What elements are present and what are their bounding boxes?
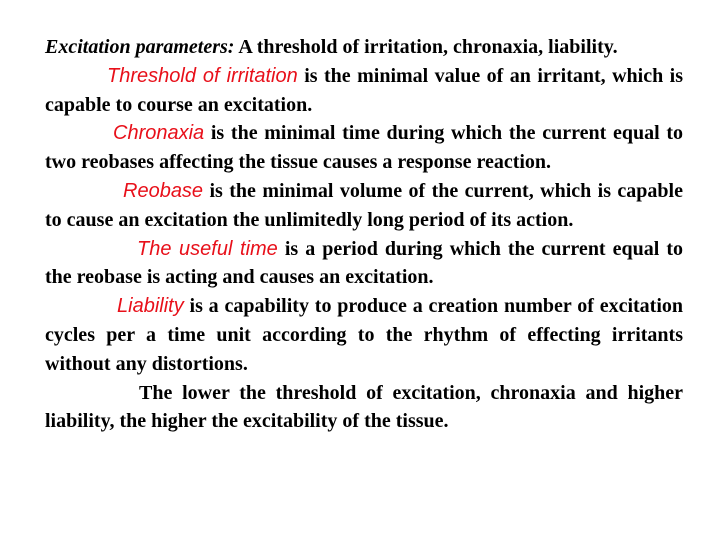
term-useful-time: The useful time — [137, 237, 278, 260]
definition-liability — [45, 292, 683, 378]
definition-reobase — [45, 177, 683, 235]
definition-threshold — [45, 62, 683, 120]
intro-label: Excitation parameters: — [45, 36, 235, 58]
slide-body — [45, 33, 683, 436]
term-liability: Liability — [117, 295, 184, 318]
term-threshold: Threshold of irritation — [107, 64, 298, 87]
intro-text: A threshold of irritation, chronaxia, liability. — [234, 36, 618, 58]
definition-chronaxia — [45, 119, 683, 177]
definition-text: is the minimal time during which the current equal to two reobases affecting the tissue causes a response reaction. — [45, 122, 683, 174]
definition-text: is a period during which the current equal to the reobase is acting and causes an excitation. — [45, 237, 684, 289]
term-chronaxia: Chronaxia — [113, 122, 205, 145]
definition-text: is the minimal value of an irritant, which is capable to course an excitation. — [45, 64, 683, 116]
definition-useful-time — [45, 235, 683, 293]
term-reobase: Reobase — [123, 179, 204, 202]
definition-text: is a capability to produce a creation number of excitation cycles per a time unit according to the rhythm of effecting irritants without any distortions. — [45, 295, 683, 375]
intro-paragraph — [45, 33, 683, 62]
conclusion-paragraph: The lower the threshold of excitation, chronaxia and higher liability, the higher the excitability of the tissue. — [45, 381, 683, 433]
definition-text: is the minimal volume of the current, which is capable to cause an excitation the unlimitedly long period of its action. — [45, 179, 683, 231]
